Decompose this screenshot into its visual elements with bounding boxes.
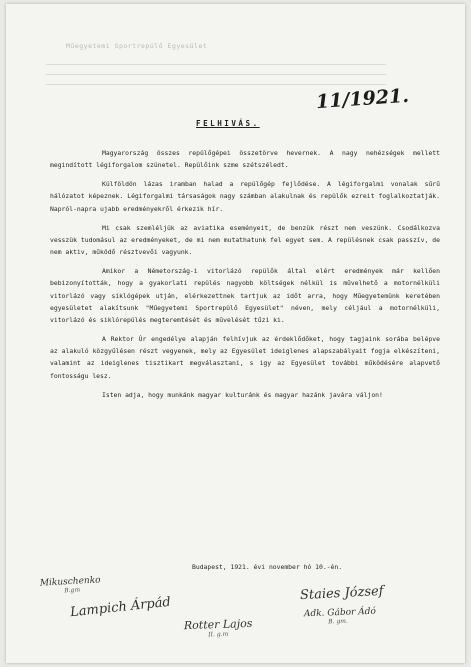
faded-letterhead: Műegyetemi Sportrepülő Egyesület <box>66 42 208 50</box>
document-page <box>6 4 465 663</box>
paragraph-6: Isten adja, hogy munkánk magyar kulturánk és magyar hazánk javára váljon! <box>102 390 383 399</box>
signature-name: Lampich Árpád <box>69 594 172 621</box>
signature-4 <box>300 584 384 603</box>
signature-role: B. gm. <box>328 617 348 626</box>
signature-name: Staies József <box>299 583 384 604</box>
paragraph-1: Magyarország összes repülőgépei összetörve hevernek. A nagy nehézségek mellett megindított légiforgalom szünetel. Repülőink szme szétszéledt. <box>50 149 440 170</box>
date-line: Budapest, 1921. évi november hó 10.-én. <box>192 563 343 571</box>
signature-name: Mikuschenko <box>39 575 101 589</box>
signature-name: Adk. Gábor Ádó <box>303 606 377 620</box>
signature-5 <box>304 607 377 627</box>
signature-2 <box>69 595 171 620</box>
document-title: FELHIVÁS. <box>196 119 260 128</box>
paragraph-5: A Rektor Úr engedélye alapján felhívjuk az érdeklődőket, hogy tagjaink sorába belépve az alakuló közgyűlésen részt vegyenek, mely az Egyesület ideiglenes alapszabályait fogja elkészíteni, valamint az ideiglenes tisztikart megválasztani, s igy az Egyesület további működésére alapvető fontosságu lesz. <box>50 335 440 380</box>
signature-name: Rotter Lajos <box>183 616 253 633</box>
document-body <box>50 147 440 408</box>
signature-role: B.gm <box>64 586 81 595</box>
reference-number: 11/1921. <box>315 84 410 114</box>
paragraph-4: Amikor a Németország-i vitorlázó repülők által elért eredmények már kellően bebizonyították, hogy a gyakorlati repülés nagyobb költségek nélkül is művelhető a motornélküli vitorlázó vagy siklógépek utján, elérkezettnek tartjuk az időt arra, hogy Műegyetemünk keretében egyesületet alakítsunk "Műegyetemi Sportrepülő Egyesület" néven, mely céljául a motornélküli, vitorlázó és siklórepülés megteremtését és művelését tűzi ki. <box>50 267 440 324</box>
paragraph-2: Külföldön lázas iramban halad a repülőgép fejlődése. A légiforgalmi vonalak sűrű hálózatot képeznek. Légiforgalmi társaságok nagy számban alakulnak és repülők ezreit foglalkoztatják. Napról-napra ujabb eredményekről érkezik hír. <box>50 180 440 213</box>
signature-role: II. g.m <box>208 630 229 639</box>
signature-1 <box>40 575 102 595</box>
signature-3 <box>184 617 253 639</box>
paragraph-3: Mi csak szemléljük az aviatika eseményeit, de benzük részt nem veszünk. Csodálkozva vesszük tudomásul az eredményeket, de mi nem mutathatunk fel egyet sem. A repülésnek csak passzív, de nem aktiv, működő résztvevői vagyunk. <box>50 223 440 257</box>
